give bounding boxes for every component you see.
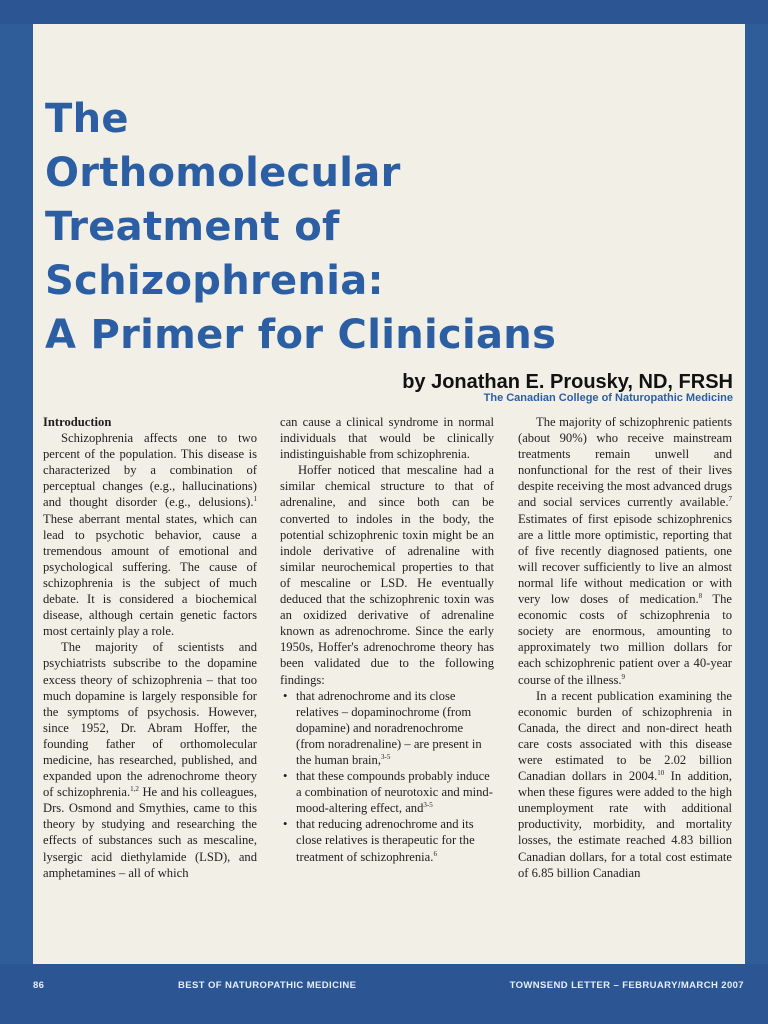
findings-list bbox=[280, 688, 494, 865]
paragraph bbox=[43, 639, 257, 880]
citation: 1,2 bbox=[130, 784, 139, 793]
text-run: The economic costs of schizophrenia to society are enormous, amounting to approximately two million dollars for each schizophrenic patient over a 40-year course of the illness. bbox=[518, 592, 732, 687]
title-line: The bbox=[45, 96, 129, 142]
publication-issue: TOWNSEND LETTER – FEBRUARY/MARCH 2007 bbox=[509, 980, 744, 991]
title-line: Orthomolecular bbox=[45, 150, 401, 196]
citation: 3-5 bbox=[380, 752, 391, 761]
paragraph: Hoffer noticed that mescaline had a similar chemical structure to that of adrenaline, and since both can be converted to indoles in the body, the potential schizophrenic toxin might be an indole derivative of adrenaline with similar neurochemical properties to that of mescaline or LSD. He eventually deduced that the schizophrenic toxin was an oxidized derivative of adrenaline known as adrenochrome. Since the early 1950s, Hoffer's adrenochrome theory has been validated due to the following findings: bbox=[280, 463, 494, 687]
text-run: In a recent publication examining the economic burden of schizophrenia in Canada, the direct and non-direct heath care costs associated with this disease were estimated to be 2.02 billion Canadian dollars in 2004. bbox=[518, 688, 732, 784]
text-run: He and his colleagues, Drs. Osmond and Smythies, came to this theory by studying and researching the effects of substances such as mescaline, lysergic acid diethylamide (LSD), and amphetamines – all of which bbox=[43, 785, 257, 880]
column-2 bbox=[280, 414, 494, 865]
text-run: In addition, when these figures were added to the high unemployment rate with additional productivity, morbidity, and mortality losses, the estimate reached 4.83 billion Canadian dollars, for a total cost estimate of 6.85 billion Canadian bbox=[518, 769, 732, 880]
author-affiliation: The Canadian College of Naturopathic Medicine bbox=[483, 392, 733, 404]
bullet-icon: • bbox=[283, 817, 288, 832]
citation: 8 bbox=[698, 591, 703, 600]
bullet-icon: • bbox=[283, 688, 288, 703]
text-run: that these compounds probably induce a combination of neurotoxic and mind-mood-altering effect, and bbox=[296, 769, 493, 816]
bullet-icon: • bbox=[283, 769, 288, 784]
section-name: BEST OF NATUROPATHIC MEDICINE bbox=[178, 980, 357, 991]
article-page bbox=[33, 24, 745, 964]
text-run: The majority of scientists and psychiatrists subscribe to the dopamine excess theory of schizophrenia – that too much dopamine is largely responsible for the symptoms of psychosis. However, since 1952, Dr. Abram Hoffer, the founding father of orthomolecular medicine, has researched, published, and expanded upon the adrenochrome theory of schizophrenia. bbox=[43, 640, 257, 800]
list-item bbox=[280, 688, 494, 768]
author-byline: by Jonathan E. Prousky, ND, FRSH bbox=[402, 371, 733, 393]
text-run: These aberrant mental states, which can lead to psychotic behavior, cause a tremendous amount of emotional and psychological suffering. The cause of schizophrenia is the subject of much debate. It is considered a biochemical disease, although certain genetic factors most certainly play a role. bbox=[43, 511, 257, 639]
column-1 bbox=[43, 414, 257, 881]
paragraph bbox=[518, 688, 732, 881]
section-heading: Introduction bbox=[43, 415, 112, 429]
column-3 bbox=[518, 414, 732, 881]
title-line: A Primer for Clinicians bbox=[45, 312, 557, 358]
citation: 6 bbox=[433, 849, 437, 858]
page-number: 86 bbox=[33, 980, 45, 991]
paragraph bbox=[43, 430, 257, 639]
citation: 10 bbox=[657, 768, 665, 777]
text-run: The majority of schizophrenic patients (about 90%) who receive mainstream treatments remain unwell and nonfunctional for the rest of their lives despite receiving the most advanced drugs and social services currently available. bbox=[518, 415, 732, 510]
text-run: Schizophrenia affects one to two percent of the population. This disease is characterized by a combination of perceptual changes (e.g., hallucinations) and thought disorder (e.g., delusions). bbox=[43, 431, 257, 510]
citation: 9 bbox=[621, 672, 626, 681]
article-title bbox=[45, 92, 556, 362]
paragraph: can cause a clinical syndrome in normal individuals that would be clinically indistinguishable from schizophrenia. bbox=[280, 415, 494, 462]
title-line: Treatment of bbox=[45, 204, 340, 250]
text-run: that adrenochrome and its close relatives – dopaminochrome (from dopamine) and noradrenochrome (from noradrenaline) – are present in the human brain, bbox=[296, 688, 482, 767]
list-item bbox=[280, 816, 494, 864]
top-border bbox=[0, 0, 768, 24]
paragraph bbox=[518, 414, 732, 688]
list-item bbox=[280, 768, 494, 816]
citation: 7 bbox=[728, 495, 732, 504]
citation: 1 bbox=[253, 495, 257, 504]
page-footer bbox=[0, 964, 768, 1024]
citation: 3-5 bbox=[423, 801, 433, 810]
title-line: Schizophrenia: bbox=[45, 258, 384, 304]
text-run: Estimates of first episode schizophrenics are a little more optimistic, reporting that of five recently diagnosed patients, one will recover sufficiently to live an almost normal life without medication or with very low doses of medication. bbox=[518, 511, 732, 607]
text-run: that reducing adrenochrome and its close relatives is therapeutic for the treatment of schizophrenia. bbox=[296, 817, 475, 864]
